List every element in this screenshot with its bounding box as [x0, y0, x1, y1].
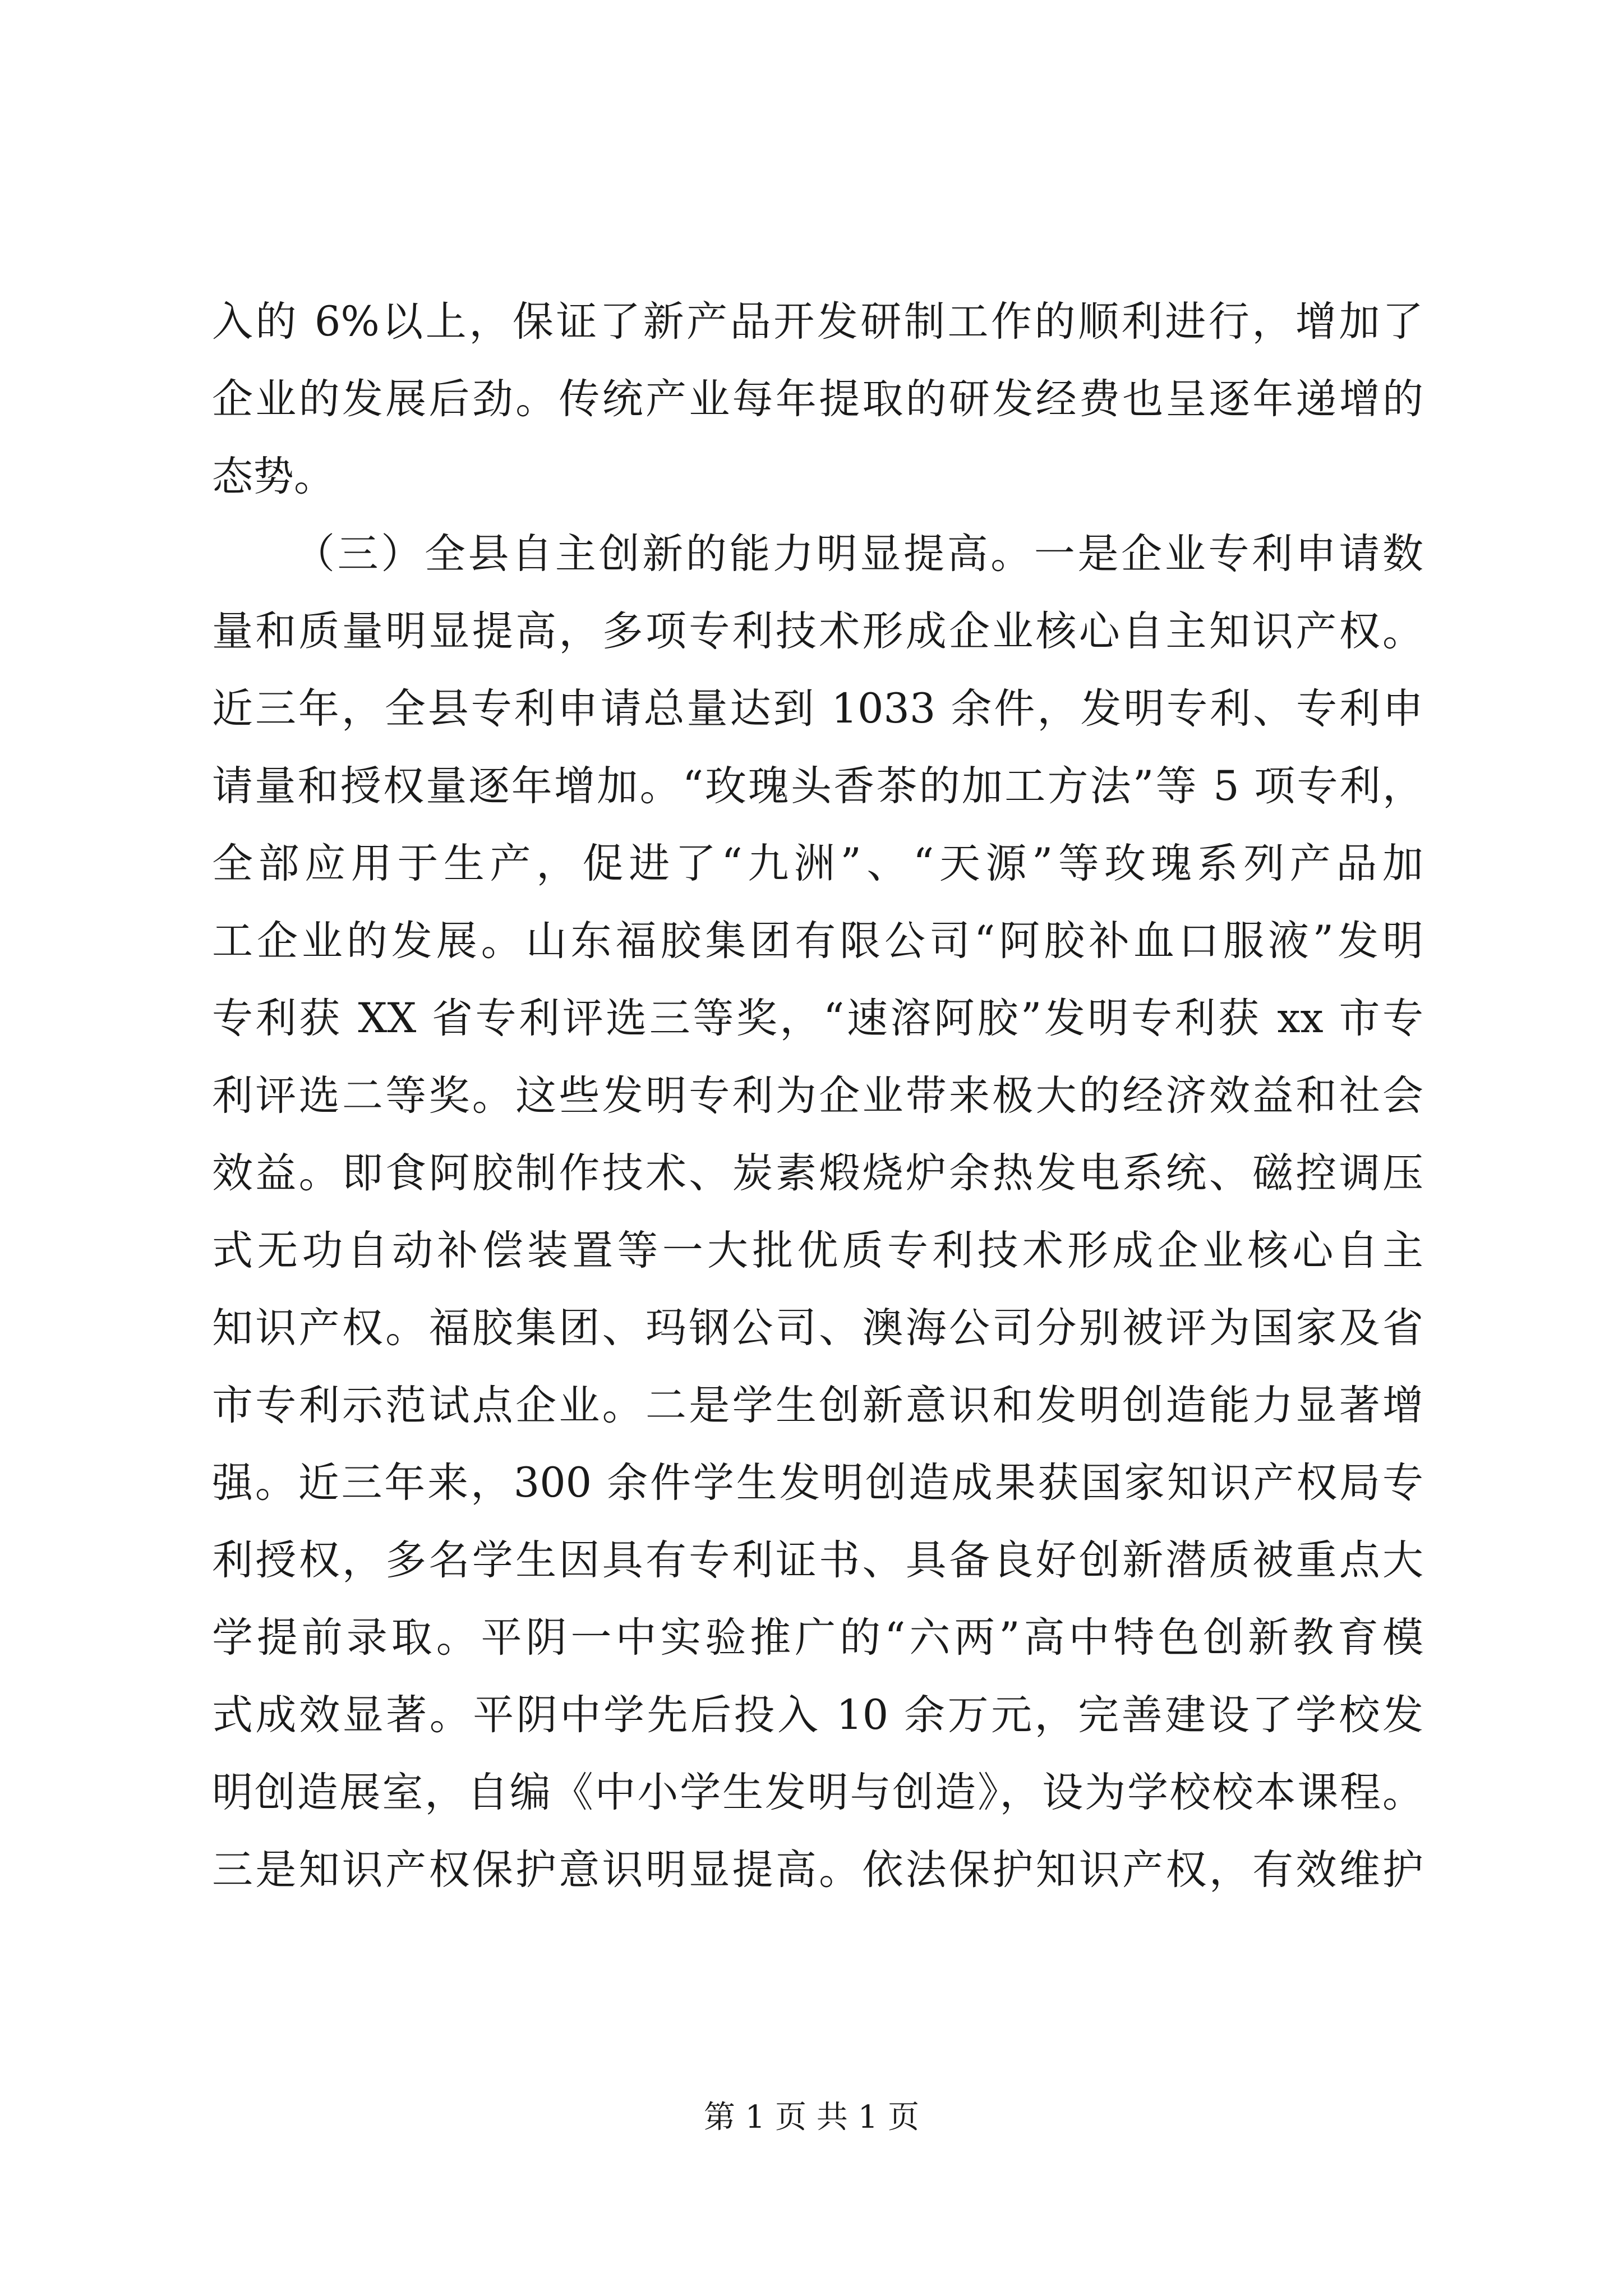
text-line: 效益。即食阿胶制作技术、炭素煅烧炉余热发电系统、磁控调压 [212, 1149, 1423, 1197]
text-line: 企业的发展后劲。传统产业每年提取的研发经费也呈逐年递增的 [212, 375, 1423, 423]
section-heading-line: （三）全县自主创新的能力明显提高。一是企业专利申请数 [294, 530, 1423, 578]
text-line: 明创造展室，自编《中小学生发明与创造》，设为学校校本课程。 [212, 1769, 1423, 1816]
text-line: 请量和授权量逐年增加。“玫瑰头香茶的加工方法”等 5 项专利， [212, 762, 1423, 810]
text-line: 入的 6%以上，保证了新产品开发研制工作的顺利进行，增加了 [212, 298, 1423, 346]
text-line: 利授权，多名学生因具有专利证书、具备良好创新潜质被重点大 [212, 1536, 1423, 1584]
text-line: 三是知识产权保护意识明显提高。依法保护知识产权，有效维护 [212, 1846, 1423, 1894]
text-line: 强。近三年来，300 余件学生发明创造成果获国家知识产权局专 [212, 1459, 1423, 1507]
text-line: 全部应用于生产，促进了“九洲”、“天源”等玫瑰系列产品加 [212, 840, 1423, 887]
text-line: 态势。 [212, 453, 335, 500]
text-line: 近三年，全县专利申请总量达到 1033 余件，发明专利、专利申 [212, 685, 1423, 733]
text-line: 知识产权。福胶集团、玛钢公司、澳海公司分别被评为国家及省 [212, 1304, 1423, 1352]
text-line: 工企业的发展。山东福胶集团有限公司“阿胶补血口服液”发明 [212, 917, 1423, 965]
text-line: 式成效显著。平阴中学先后投入 10 余万元，完善建设了学校发 [212, 1691, 1423, 1739]
text-line: 市专利示范试点企业。二是学生创新意识和发明创造能力显著增 [212, 1382, 1423, 1429]
text-line: 专利获 XX 省专利评选三等奖，“速溶阿胶”发明专利获 xx 市专 [212, 995, 1423, 1042]
document-body [212, 283, 1423, 1909]
text-line: 学提前录取。平阴一中实验推广的“六两”高中特色创新教育模 [212, 1614, 1423, 1662]
page-number: 第 1 页 共 1 页 [703, 2099, 920, 2136]
text-line: 利评选二等奖。这些发明专利为企业带来极大的经济效益和社会 [212, 1072, 1423, 1120]
text-line: 量和质量明显提高，多项专利技术形成企业核心自主知识产权。 [212, 608, 1423, 655]
text-line: 式无功自动补偿装置等一大批优质专利技术形成企业核心自主 [212, 1227, 1423, 1274]
page-footer [0, 2095, 1623, 2140]
